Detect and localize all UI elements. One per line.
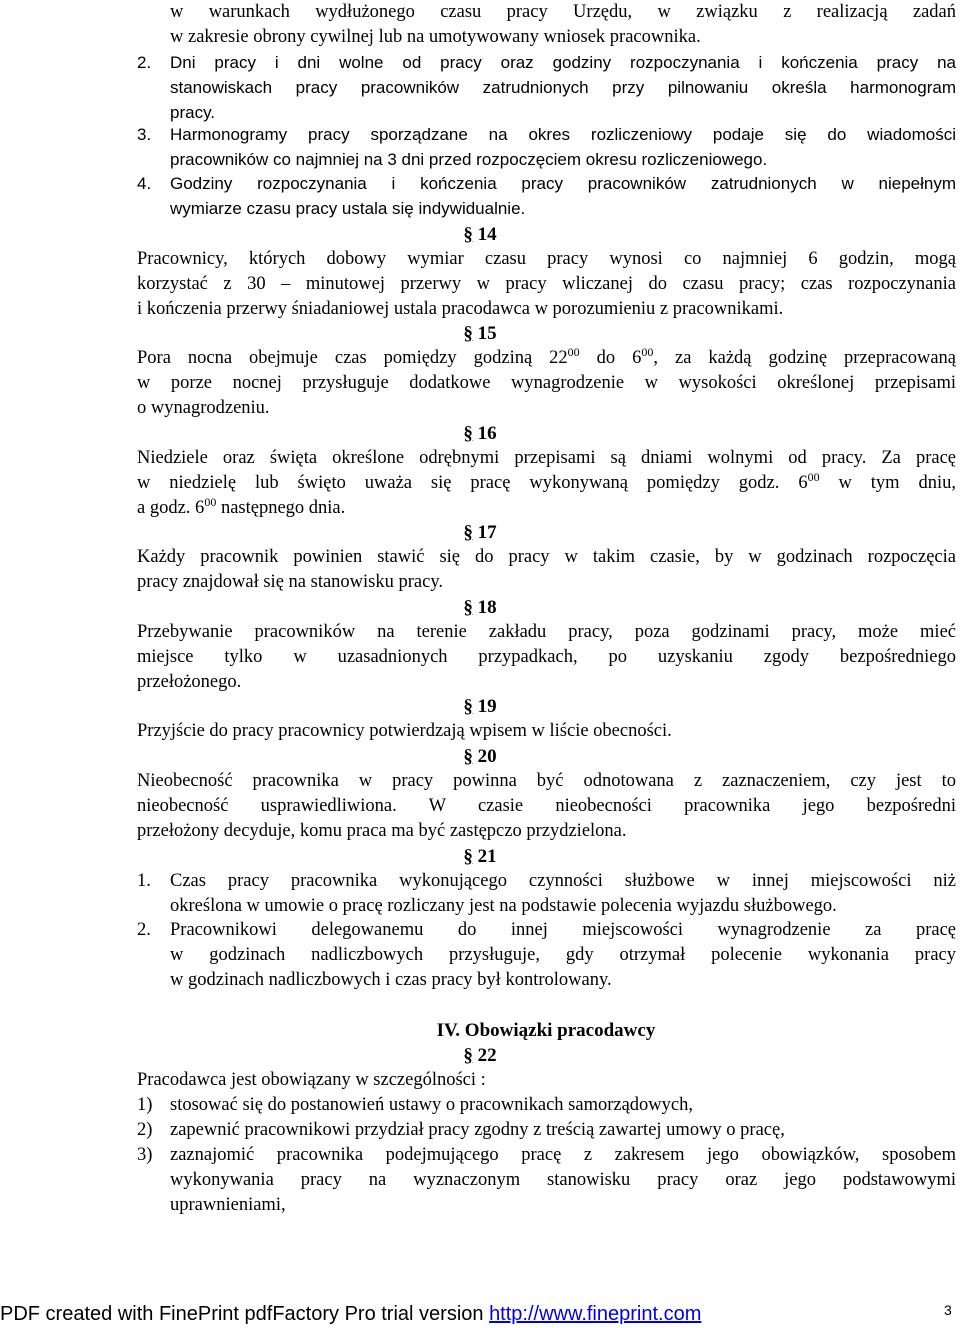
- section-heading: [0, 321, 960, 346]
- list-item-number: 3.: [137, 125, 152, 144]
- section-symbol: §: [463, 323, 473, 344]
- section-number: 18: [477, 597, 497, 618]
- list-item-number: 3): [137, 1145, 153, 1165]
- section-heading: [0, 694, 960, 719]
- text-line: pracy.: [170, 103, 216, 122]
- page-number: 3: [944, 1302, 952, 1318]
- pdf-footer: [0, 1300, 960, 1328]
- text-line: Harmonogramy pracy sporządzane na okres rozliczeniowy podaje się do wiadomości: [170, 125, 956, 144]
- superscript: 00: [641, 345, 654, 359]
- superscript: 00: [204, 495, 217, 509]
- text-line: Pracodawca jest obowiązany w szczególności :: [137, 1070, 486, 1090]
- section-number: 15: [477, 323, 497, 344]
- text-run: , za każdą godzinę przepracowaną: [653, 348, 956, 368]
- section-symbol: §: [463, 597, 473, 618]
- text-line: uprawnieniami,: [170, 1195, 286, 1215]
- text-line: przełożonego.: [137, 672, 242, 692]
- section-paragraph: [137, 719, 956, 744]
- section-paragraph: [137, 346, 956, 421]
- text-line: i kończenia przerwy śniadaniowej ustala pracodawca w porozumieniu z pracownikami.: [137, 299, 784, 319]
- text-line: Niedziele oraz święta określone odrębnymi przepisami są dniami wolnymi od pracy. Za pracę: [137, 448, 956, 468]
- fineprint-link[interactable]: http://www.fineprint.com: [489, 1303, 702, 1325]
- text-run: Pora nocna obejmuje czas pomiędzy godziną 22: [137, 348, 568, 368]
- text-line: o wynagrodzeniu.: [137, 398, 270, 418]
- list-item: [137, 50, 956, 125]
- section-number: 20: [477, 746, 497, 767]
- list-item: [137, 1143, 956, 1218]
- text-line: zaznajomić pracownika podejmującego pracę z zakresem jego obowiązków, sposobem: [170, 1145, 956, 1165]
- section-paragraph: [137, 446, 956, 521]
- section-heading: [0, 1043, 960, 1068]
- section-symbol: §: [463, 696, 473, 717]
- section-paragraph: [137, 247, 956, 322]
- list-item-number: 1): [137, 1095, 153, 1115]
- text-line: nieobecność usprawiedliwiona. W czasie nieobecności pracownika jego bezpośredni: [137, 796, 956, 816]
- text-line: określona w umowie o pracę rozliczany jest na podstawie polecenia wyjazdu służbowego.: [170, 896, 837, 916]
- superscript: 00: [807, 470, 820, 484]
- section-heading: [0, 844, 960, 869]
- section-number: 16: [477, 423, 497, 444]
- section-paragraph: [137, 545, 956, 595]
- list-item: [137, 1118, 956, 1143]
- chapter-heading: IV. Obowiązki pracodawcy: [436, 1020, 656, 1041]
- text-line: w godzinach nadliczbowych przysługuje, gdy otrzymał polecenie wykonania pracy: [170, 945, 956, 965]
- text-line: Przyjście do pracy pracownicy potwierdzają wpisem w liście obecności.: [137, 721, 672, 741]
- list-item-number: 1.: [137, 871, 151, 891]
- superscript: 00: [567, 345, 580, 359]
- text-line: Przebywanie pracowników na terenie zakładu pracy, poza godzinami pracy, może mieć: [137, 622, 956, 642]
- text-line: [137, 346, 956, 371]
- section-number: 21: [477, 846, 497, 867]
- list-item: [137, 122, 956, 172]
- section-number: 22: [477, 1045, 497, 1066]
- list-item-number: 4.: [137, 174, 152, 193]
- text-line: wykonywania pracy na wyznaczonym stanowisku pracy oraz jego podstawowymi: [170, 1170, 956, 1190]
- section-heading: [0, 744, 960, 769]
- text-line: pracowników co najmniej na 3 dni przed rozpoczęciem okresu rozliczeniowego.: [170, 150, 768, 169]
- text-line: w godzinach nadliczbowych i czas pracy był kontrolowany.: [170, 970, 612, 990]
- text-run: w tym dniu,: [819, 473, 957, 493]
- text-line: [137, 496, 956, 521]
- text-line: stanowiskach pracy pracowników zatrudnionych przy pilnowaniu określa harmonogram: [170, 78, 956, 97]
- text-line: Czas pracy pracownika wykonującego czynności służbowe w innej miejscowości niż: [170, 871, 956, 891]
- section-heading: [0, 421, 960, 446]
- footer-text: PDF created with FinePrint pdfFactory Pro trial version: [0, 1303, 490, 1325]
- section-symbol: §: [463, 746, 473, 767]
- section-heading: [0, 222, 960, 247]
- text-run: a godz. 6: [137, 498, 205, 518]
- section-symbol: §: [463, 224, 473, 245]
- list-item: [137, 1093, 956, 1118]
- section-number: 19: [477, 696, 497, 717]
- continuation-paragraph: [137, 0, 956, 50]
- section-symbol: §: [463, 846, 473, 867]
- list-item-number: 2.: [137, 920, 151, 940]
- text-line: Pracownikowi delegowanemu do innej miejscowości wynagrodzenie za pracę: [170, 920, 956, 940]
- text-line: pracy znajdował się na stanowisku pracy.: [137, 572, 443, 592]
- text-line: zapewnić pracownikowi przydział pracy zgodny z treścią zawartej umowy o pracę,: [170, 1120, 785, 1140]
- text-line: [137, 471, 956, 496]
- text-line: w warunkach wydłużonego czasu pracy Urzędu, w związku z realizacją zadań: [170, 2, 956, 22]
- text-line: w porze nocnej przysługuje dodatkowe wynagrodzenie w wysokości określonej przepisami: [137, 373, 956, 393]
- text-run: następnego dnia.: [216, 498, 346, 518]
- section-symbol: §: [463, 1045, 473, 1066]
- text-line: przełożony decyduje, komu praca ma być zastępczo przydzielona.: [137, 821, 627, 841]
- text-line: wymiarze czasu pracy ustala się indywidualnie.: [170, 199, 526, 218]
- list-item-number: 2.: [137, 53, 152, 72]
- text-run: do 6: [579, 348, 642, 368]
- section-paragraph: [137, 769, 956, 844]
- section-heading: [0, 520, 960, 545]
- text-run: w niedzielę lub święto uważa się pracę wykonywaną pomiędzy godz. 6: [137, 473, 808, 493]
- section-heading: [0, 595, 960, 620]
- section-number: 14: [477, 224, 497, 245]
- list-item: [137, 869, 956, 919]
- text-line: stosować się do postanowień ustawy o pracownikach samorządowych,: [170, 1095, 694, 1115]
- text-line: miejsce tylko w uzasadnionych przypadkach, po uzyskaniu zgody bezpośredniego: [137, 647, 956, 667]
- list-item: [137, 918, 956, 993]
- list-item: [137, 171, 956, 221]
- section-symbol: §: [463, 423, 473, 444]
- text-line: Nieobecność pracownika w pracy powinna być odnotowana z zaznaczeniem, czy jest to: [137, 771, 956, 791]
- list-item-number: 2): [137, 1120, 153, 1140]
- text-line: w zakresie obrony cywilnej lub na umotywowany wniosek pracownika.: [170, 27, 701, 47]
- section-paragraph: [137, 1068, 956, 1093]
- text-line: Pracownicy, których dobowy wymiar czasu pracy wynosi co najmniej 6 godzin, mogą: [137, 249, 956, 269]
- section-symbol: §: [463, 522, 473, 543]
- text-line: Każdy pracownik powinien stawić się do pracy w takim czasie, by w godzinach rozpoczęcia: [137, 547, 956, 567]
- text-line: Dni pracy i dni wolne od pracy oraz godziny rozpoczynania i kończenia pracy na: [170, 53, 956, 72]
- text-line: korzystać z 30 – minutowej przerwy w pracy wliczanej do czasu pracy; czas rozpoczynania: [137, 274, 956, 294]
- text-line: Godziny rozpoczynania i kończenia pracy pracowników zatrudnionych w niepełnym: [170, 174, 956, 193]
- section-paragraph: [137, 620, 956, 695]
- section-number: 17: [477, 522, 497, 543]
